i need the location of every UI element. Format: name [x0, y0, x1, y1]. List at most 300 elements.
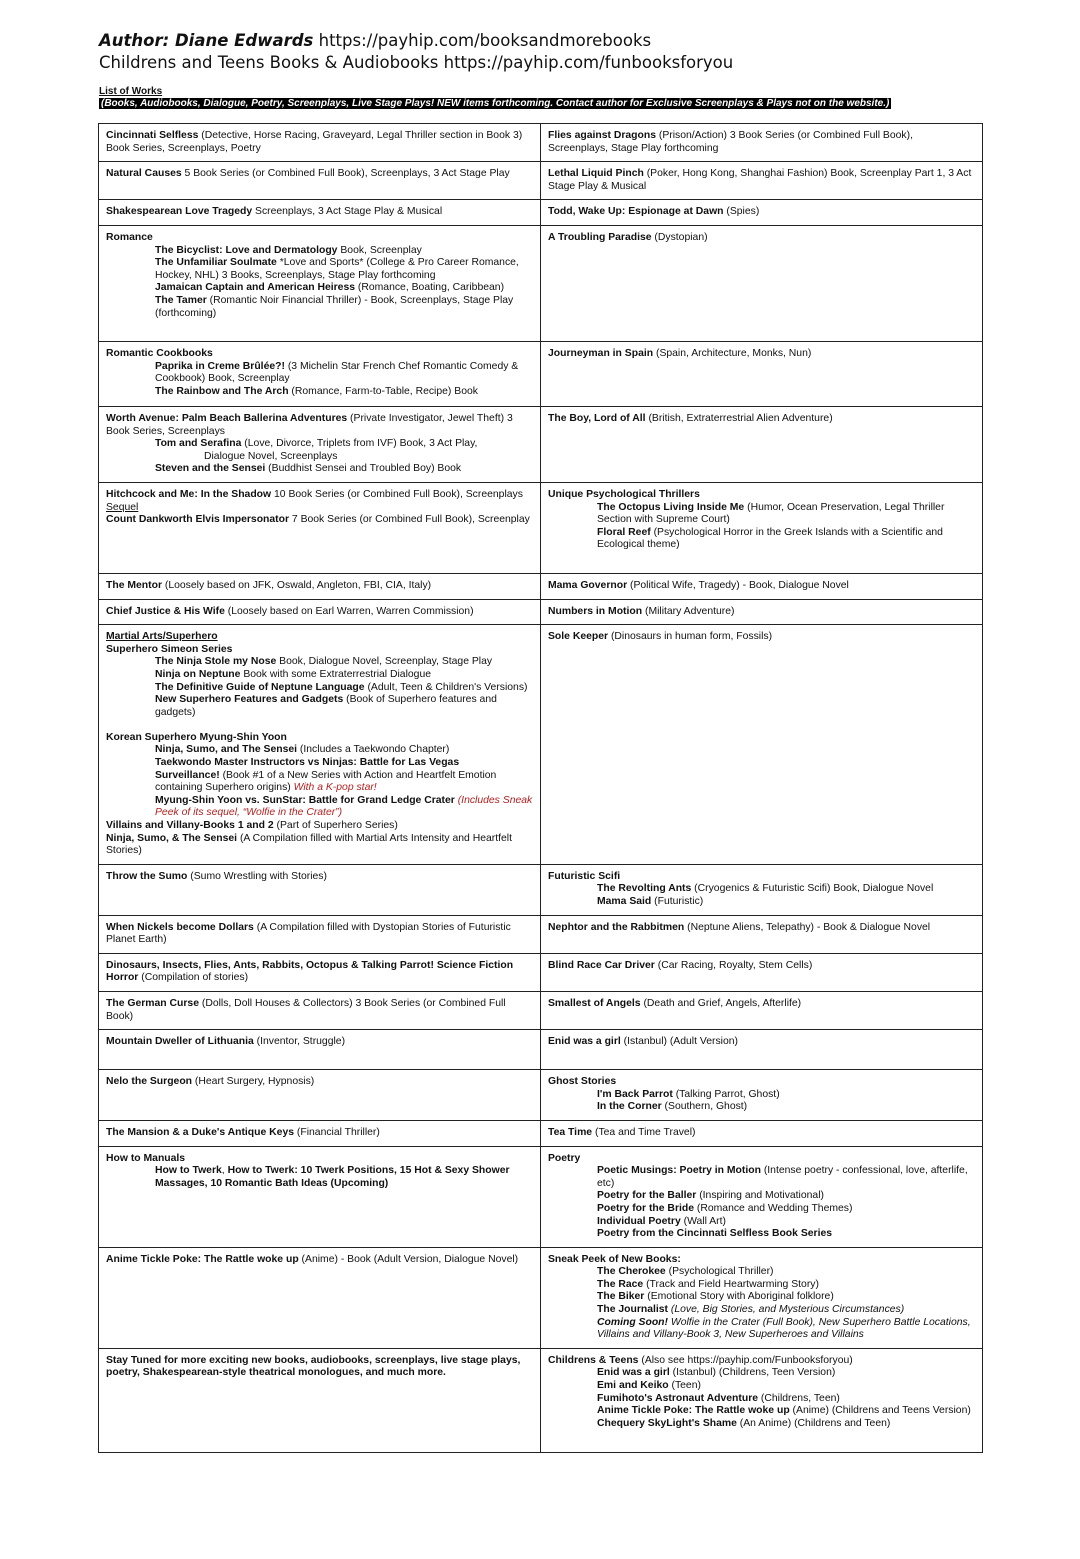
- works-cell-left: [99, 953, 541, 991]
- entry-line: [106, 960, 533, 985]
- entry-description: (Buddhist Sensei and Troubled Boy) Book: [265, 463, 462, 475]
- entry-description: (Romance and Wedding Themes): [694, 1202, 853, 1214]
- entry-description: (Psychological Horror in the Greek Islands with a Scientific and Ecological theme): [597, 526, 943, 551]
- entry-title: Anime Tickle Poke: The Rattle woke up: [597, 1405, 790, 1417]
- entry-line: [548, 1291, 975, 1304]
- entry-line: [106, 580, 533, 593]
- entry-line: [106, 1165, 533, 1190]
- entry-line: [548, 232, 975, 245]
- entry-title: How to Twerk: 10 Twerk Positions, 15 Hot & Sexy Shower Massages, 10 Romantic Bath Ideas (Upcoming): [155, 1165, 510, 1189]
- entry-description: (Political Wife, Tragedy) - Book, Dialogue Novel: [627, 579, 849, 591]
- entry-line: [548, 883, 975, 896]
- entry-description: Book with some Extraterrestrial Dialogue: [240, 668, 432, 680]
- entry-line: [106, 833, 533, 858]
- entry-line: [548, 1165, 975, 1190]
- works-row: [99, 225, 983, 341]
- entry-line: [548, 1355, 975, 1368]
- entry-title: The Mentor: [106, 579, 162, 591]
- entry-description: (Track and Field Heartwarming Story): [643, 1278, 819, 1290]
- works-row: [99, 991, 983, 1029]
- works-cell-right: [541, 1070, 983, 1121]
- works-cell-right: [541, 1120, 983, 1146]
- entry-title: A Troubling Paradise: [548, 231, 652, 243]
- entry-title: I'm Back Parrot: [597, 1088, 673, 1100]
- entry-line: [548, 1190, 975, 1203]
- entry-title: Floral Reef: [597, 526, 651, 538]
- works-cell-right: [541, 406, 983, 482]
- entry-line: [106, 744, 533, 757]
- entry-title: Enid was a girl: [548, 1036, 621, 1048]
- entry-description: (An Anime) (Childrens and Teen): [736, 1417, 891, 1429]
- works-cell-left: [99, 200, 541, 226]
- works-cell-left: [99, 124, 541, 162]
- entry-description: (Also see https://payhip.com/Funbooksforyou): [638, 1354, 853, 1366]
- entry-description: *Love and Sports* (College & Pro Career Romance, Hockey, NHL) 3 Books, Screenplays, Stage Play forthcoming: [155, 257, 519, 281]
- entry-description: (Childrens, Teen): [758, 1392, 840, 1404]
- works-cell-left: [99, 573, 541, 599]
- entry-title: Coming Soon!: [597, 1316, 668, 1328]
- entry-title: Romantic Cookbooks: [106, 347, 213, 359]
- entry-title: The German Curse: [106, 997, 199, 1009]
- entry-description: (Southern, Ghost): [661, 1101, 748, 1113]
- entry-line: [106, 669, 533, 682]
- entry-line: [548, 1405, 975, 1418]
- entry-title: The Cherokee: [597, 1266, 666, 1278]
- entry-line: [548, 922, 975, 935]
- entry-line: [106, 922, 533, 947]
- entry-line: [548, 871, 975, 884]
- works-cell-right: [541, 599, 983, 625]
- works-cell-right: [541, 953, 983, 991]
- works-row: [99, 864, 983, 915]
- entry-title: Tom and Serafina: [155, 438, 242, 450]
- entry-line: [106, 631, 533, 644]
- section-heading: Martial Arts/Superhero: [106, 631, 218, 643]
- works-cell-left: [99, 1120, 541, 1146]
- entry-line: [106, 451, 533, 464]
- works-cell-left: [99, 1146, 541, 1247]
- entry-line: [548, 631, 975, 644]
- works-cell-right: [541, 1247, 983, 1348]
- entry-description: (Cryogenics & Futuristic Scifi) Book, Dialogue Novel: [691, 883, 934, 895]
- entry-title: Hitchcock and Me: In the Shadow: [106, 488, 272, 500]
- entry-line: [548, 1279, 975, 1292]
- entry-description: (A Compilation filled with Martial Arts Intensity and Heartfelt Stories): [106, 832, 512, 857]
- entry-line: [548, 1393, 975, 1406]
- entry-title: Jamaican Captain and American Heiress: [155, 282, 356, 294]
- works-table-body: [99, 124, 983, 1453]
- entry-line: [548, 130, 975, 155]
- entry-description: (Tea and Time Travel): [592, 1126, 696, 1138]
- entry-title: How to Twerk: [155, 1165, 222, 1177]
- entry-description: Dialogue Novel, Screenplays: [204, 450, 338, 462]
- entry-description: (Futuristic): [651, 896, 704, 907]
- entry-description: (Book #1 of a New Series with Action and Heartfelt Emotion containing Superhero origins): [155, 769, 497, 794]
- works-cell-left: [99, 1247, 541, 1348]
- entry-title: How to Manuals: [106, 1152, 186, 1164]
- entry-description: ,: [221, 1165, 228, 1177]
- entry-title: Stay Tuned for more exciting new books, audiobooks, screenplays, live stage plays, poetry, Shakespearean-style theatrical monologues, and much more.: [106, 1354, 521, 1379]
- entry-description: (Love, Big Stories, and Mysterious Circumstances): [668, 1304, 905, 1316]
- entry-line: [106, 606, 533, 619]
- works-cell-left: [99, 625, 541, 865]
- entry-title: When Nickels become Dollars: [106, 921, 254, 933]
- entry-description: (Anime) (Childrens and Teens Version): [789, 1405, 971, 1417]
- entry-description: Book, Dialogue Novel, Screenplay, Stage Play: [276, 656, 493, 668]
- works-row: [99, 124, 983, 162]
- entry-line: [106, 820, 533, 833]
- entry-line: [106, 795, 533, 820]
- entry-title: Myung-Shin Yoon vs. SunStar: Battle for Grand Ledge Crater: [155, 794, 455, 806]
- entry-description: (Emotional Story with Aboriginal folklore): [644, 1291, 834, 1303]
- entry-line: [106, 206, 533, 219]
- entry-title: Surveillance!: [155, 769, 220, 781]
- entry-description: (Psychological Thriller): [665, 1266, 774, 1278]
- works-cell-right: [541, 225, 983, 341]
- entry-description: (Istanbul) (Childrens, Teen Version): [669, 1367, 836, 1379]
- entry-title: The Tamer: [155, 294, 207, 306]
- entry-line: [548, 1036, 975, 1049]
- entry-title: The Biker: [597, 1291, 645, 1303]
- works-table: [98, 123, 983, 1453]
- entry-title: Blind Race Car Driver: [548, 959, 655, 971]
- entry-line: [106, 438, 533, 451]
- entry-line: [106, 489, 533, 502]
- works-row: [99, 1348, 983, 1452]
- author-url[interactable]: https://payhip.com/booksandmorebooks: [318, 31, 652, 50]
- entry-title: The Octopus Living Inside Me: [597, 501, 745, 513]
- works-row: [99, 200, 983, 226]
- entry-line: [106, 348, 533, 361]
- entry-line: [548, 413, 975, 426]
- entry-line: [106, 682, 533, 695]
- entry-line: [106, 245, 533, 258]
- entry-title: The Unfamiliar Soulmate: [155, 257, 277, 269]
- entry-line: [106, 732, 533, 745]
- entry-description: (Compilation of stories): [138, 972, 249, 984]
- entry-title: The Race: [597, 1278, 644, 1290]
- entry-line: [548, 896, 975, 909]
- works-cell-right: [541, 482, 983, 573]
- entry-title: Tea Time: [548, 1126, 593, 1138]
- works-row: [99, 915, 983, 953]
- works-cell-right: [541, 162, 983, 200]
- author-line: [99, 30, 733, 52]
- entry-line: [548, 1153, 975, 1166]
- entry-description: (Spies): [723, 206, 760, 218]
- works-cell-left: [99, 991, 541, 1029]
- entry-description: (Loosely based on Earl Warren, Warren Commission): [224, 605, 474, 617]
- entry-title: The Definitive Guide of Neptune Language: [155, 681, 365, 693]
- entry-title: Natural Causes: [106, 168, 182, 180]
- entry-description: Wolfie in the Crater (Full Book), New Superhero Battle Locations, Villains and Villany-Book 3, New Superheroes and Villains: [597, 1316, 971, 1341]
- entry-line: [548, 1317, 975, 1342]
- list-of-works-label: List of Works: [99, 86, 163, 97]
- entry-line: [106, 130, 533, 155]
- entry-description: (Loosely based on JFK, Oswald, Angleton, FBI, CIA, Italy): [162, 579, 432, 591]
- entry-line: [548, 489, 975, 502]
- entry-line: [106, 644, 533, 657]
- entry-line: [548, 1101, 975, 1114]
- entry-line: [106, 463, 533, 476]
- works-cell-left: [99, 915, 541, 953]
- entry-description: (Romance, Farm-to-Table, Recipe) Book: [288, 385, 478, 397]
- works-row: [99, 1070, 983, 1121]
- entry-line: [548, 527, 975, 552]
- entry-title: Worth Avenue: Palm Beach Ballerina Adventures: [106, 412, 348, 424]
- entry-title: Childrens & Teens: [548, 1354, 639, 1366]
- entry-title: Todd, Wake Up: Espionage at Dawn: [548, 206, 724, 218]
- entry-description: (Car Racing, Royalty, Stem Cells): [654, 959, 813, 971]
- entry-line: [548, 1266, 975, 1279]
- entry-title: Paprika in Creme Brûlée?!: [155, 360, 285, 372]
- entry-line: [548, 168, 975, 193]
- entry-title: Sneak Peek of New Books:: [548, 1253, 681, 1265]
- works-cell-right: [541, 200, 983, 226]
- entry-title: Chequery SkyLight's Shame: [597, 1417, 737, 1429]
- entry-description: (Dinosaurs in human form, Fossils): [608, 631, 773, 643]
- entry-line: [548, 1367, 975, 1380]
- works-cell-left: [99, 599, 541, 625]
- works-row: [99, 482, 983, 573]
- entry-description: (Spain, Architecture, Monks, Nun): [653, 347, 812, 359]
- entry-title: Villains and Villany-Books 1 and 2: [106, 820, 274, 832]
- entry-title: Dinosaurs, Insects, Flies, Ants, Rabbits, Octopus & Talking Parrot! Science Fiction Horror: [106, 959, 514, 984]
- entry-line: [548, 1380, 975, 1393]
- entry-title: Numbers in Motion: [548, 605, 643, 617]
- entry-line: [548, 580, 975, 593]
- works-cell-left: [99, 1030, 541, 1070]
- works-cell-left: [99, 406, 541, 482]
- entry-title: The Revolting Ants: [597, 883, 692, 895]
- works-cell-right: [541, 124, 983, 162]
- entry-title: The Bicyclist: Love and Dermatology: [155, 244, 338, 256]
- entry-description: (Private Investigator, Jewel Theft) 3 Book Series, Screenplays: [106, 412, 513, 437]
- entry-description: 7 Book Series (or Combined Full Book), Screenplay: [289, 514, 530, 526]
- entry-description: (Adult, Teen & Children's Versions): [364, 681, 528, 693]
- entry-subheading: Sequel: [106, 501, 139, 513]
- entry-line: [106, 719, 533, 732]
- entry-line: [106, 1355, 533, 1380]
- entry-title: The Journalist: [597, 1304, 669, 1316]
- entry-title: Poetic Musings: Poetry in Motion: [597, 1165, 761, 1177]
- entry-line: [548, 348, 975, 361]
- entry-title: Poetry from the Cincinnati Selfless Book Series: [597, 1228, 833, 1240]
- works-row: [99, 1146, 983, 1247]
- entry-line: [106, 757, 533, 770]
- document-header: [99, 30, 733, 74]
- entry-title: Mama Governor: [548, 579, 628, 591]
- entry-description: (Neptune Aliens, Telepathy) - Book & Dialogue Novel: [684, 921, 931, 933]
- entry-description: (Includes a Taekwondo Chapter): [297, 744, 450, 756]
- entry-line: [106, 257, 533, 282]
- entry-description: (Dystopian): [651, 231, 708, 243]
- works-cell-right: [541, 1146, 983, 1247]
- entry-description: (Military Adventure): [642, 605, 735, 617]
- entry-title: The Ninja Stole my Nose: [155, 656, 277, 668]
- entry-description: (Book of Superhero features and gadgets): [155, 694, 497, 718]
- entry-line: [106, 232, 533, 245]
- works-row: [99, 162, 983, 200]
- entry-title: Ghost Stories: [548, 1076, 617, 1088]
- entry-title: Mountain Dweller of Lithuania: [106, 1036, 254, 1048]
- entry-description: Book, Screenplay: [337, 244, 422, 256]
- works-cell-left: [99, 864, 541, 915]
- entry-description: (Death and Grief, Angels, Afterlife): [640, 997, 802, 1009]
- entry-title: Enid was a girl: [597, 1367, 670, 1379]
- entry-title: Ninja, Sumo, and The Sensei: [155, 744, 298, 756]
- entry-title: Flies against Dragons: [548, 130, 656, 141]
- works-row: [99, 953, 983, 991]
- works-cell-left: [99, 1070, 541, 1121]
- entry-title: Superhero Simeon Series: [106, 643, 233, 655]
- entry-title: The Boy, Lord of All: [548, 412, 646, 424]
- entry-description: (Dolls, Doll Houses & Collectors) 3 Book Series (or Combined Full Book): [106, 997, 506, 1022]
- entry-title: Fumihoto's Astronaut Adventure: [597, 1392, 759, 1404]
- entry-title: Poetry for the Bride: [597, 1202, 694, 1214]
- entry-title: Poetry: [548, 1152, 581, 1164]
- entry-line: [106, 168, 533, 181]
- entry-title: Ninja on Neptune: [155, 668, 241, 680]
- entry-line: [548, 1418, 975, 1431]
- entry-title: Steven and the Sensei: [155, 463, 266, 475]
- works-banner: (Books, Audiobooks, Dialogue, Poetry, Screenplays, Live Stage Plays! NEW items forthcoming. Contact author for Exclusive Screenplays & Plays not on the website.): [101, 98, 890, 109]
- entry-line: [548, 1216, 975, 1229]
- entry-description: (Wall Art): [680, 1215, 726, 1227]
- entry-title: Emi and Keiko: [597, 1380, 669, 1392]
- entry-title: Romance: [106, 231, 153, 243]
- entry-line: [106, 770, 533, 795]
- entry-title: Lethal Liquid Pinch: [548, 168, 644, 180]
- entry-description: (3 Michelin Star French Chef Romantic Comedy & Cookbook) Book, Screenplay: [155, 360, 519, 385]
- works-cell-right: [541, 864, 983, 915]
- entry-line: [548, 1228, 975, 1241]
- entry-line: [548, 1127, 975, 1140]
- entry-title: Nephtor and the Rabbitmen: [548, 921, 685, 933]
- entry-title: Anime Tickle Poke: The Rattle woke up: [106, 1253, 299, 1265]
- entry-title: The Rainbow and The Arch: [155, 385, 289, 397]
- works-row: [99, 341, 983, 406]
- entry-line: [548, 206, 975, 219]
- entry-description: (Detective, Horse Racing, Graveyard, Legal Thriller section in Book 3) Book Series, Screenplays, Poetry: [106, 130, 523, 154]
- works-row: [99, 1247, 983, 1348]
- entry-line: [106, 998, 533, 1023]
- entry-line: [548, 998, 975, 1011]
- entry-line: [106, 502, 533, 515]
- entry-title: Shakespearean Love Tragedy: [106, 206, 253, 218]
- entry-title: Count Dankworth Elvis Impersonator: [106, 514, 290, 526]
- entry-line: [548, 502, 975, 527]
- entry-description: (A Compilation filled with Dystopian Stories of Futuristic Planet Earth): [106, 921, 511, 946]
- entry-title: Journeyman in Spain: [548, 347, 654, 359]
- entry-title: Futuristic Scifi: [548, 870, 621, 882]
- entry-line: [548, 606, 975, 619]
- entry-description: (Istanbul) (Adult Version): [620, 1036, 738, 1048]
- works-cell-left: [99, 225, 541, 341]
- works-cell-right: [541, 573, 983, 599]
- entry-highlight: With a K-pop star!: [293, 782, 377, 794]
- entry-line: [106, 514, 533, 527]
- entry-line: [106, 694, 533, 719]
- entry-line: [106, 1076, 533, 1089]
- entry-description: (Romance, Boating, Caribbean): [355, 282, 505, 294]
- entry-title: Poetry for the Baller: [597, 1190, 697, 1202]
- entry-description: (Poker, Hong Kong, Shanghai Fashion) Book, Screenplay Part 1, 3 Act Stage Play & Musical: [548, 168, 972, 192]
- entry-highlight: (Includes Sneak Peek of its sequel, “Wolfie in the Crater”): [155, 794, 533, 819]
- entry-description: (Inspiring and Motivational): [696, 1190, 824, 1202]
- entry-title: Cincinnati Selfless: [106, 130, 199, 141]
- entry-line: [548, 1076, 975, 1089]
- entry-line: [106, 1254, 533, 1267]
- entry-line: [548, 1089, 975, 1102]
- entry-line: [548, 1254, 975, 1267]
- entry-title: Nelo the Surgeon: [106, 1076, 193, 1088]
- works-cell-right: [541, 625, 983, 865]
- entry-line: [106, 1036, 533, 1049]
- entry-description: (Teen): [668, 1380, 701, 1392]
- entry-line: [106, 871, 533, 884]
- entry-title: Sole Keeper: [548, 631, 609, 643]
- works-row: [99, 1120, 983, 1146]
- entry-description: (Talking Parrot, Ghost): [672, 1088, 780, 1100]
- entry-title: Smallest of Angels: [548, 997, 641, 1009]
- works-row: [99, 599, 983, 625]
- works-cell-right: [541, 1348, 983, 1452]
- works-cell-right: [541, 341, 983, 406]
- works-row: [99, 573, 983, 599]
- entry-description: 5 Book Series (or Combined Full Book), Screenplays, 3 Act Stage Play: [181, 168, 510, 180]
- entry-line: [106, 295, 533, 320]
- works-row: [99, 625, 983, 865]
- entry-description: Screenplays, 3 Act Stage Play & Musical: [252, 206, 443, 218]
- entry-description: (Inventor, Struggle): [253, 1036, 346, 1048]
- entry-line: [106, 1153, 533, 1166]
- entry-title: Throw the Sumo: [106, 870, 188, 882]
- entry-description: (Part of Superhero Series): [273, 820, 398, 832]
- works-row: [99, 1030, 983, 1070]
- entry-title: Unique Psychological Thrillers: [548, 488, 700, 500]
- entry-title: The Mansion & a Duke's Antique Keys: [106, 1126, 295, 1138]
- entry-description: (Heart Surgery, Hypnosis): [192, 1076, 315, 1088]
- entry-description: (Financial Thriller): [294, 1126, 380, 1138]
- entry-line: [106, 413, 533, 438]
- entry-line: [548, 1203, 975, 1216]
- entry-description: (Sumo Wrestling with Stories): [187, 870, 327, 882]
- entry-title: Individual Poetry: [597, 1215, 681, 1227]
- works-cell-right: [541, 1030, 983, 1070]
- works-cell-left: [99, 341, 541, 406]
- entry-description: (British, Extraterrestrial Alien Adventure): [645, 412, 833, 424]
- childrens-line: Childrens and Teens Books & Audiobooks https://payhip.com/funbooksforyou: [99, 53, 734, 72]
- entry-description: (Love, Divorce, Triplets from IVF) Book, 3 Act Play,: [241, 438, 478, 450]
- entry-line: [106, 656, 533, 669]
- works-cell-left: [99, 1348, 541, 1452]
- entry-title: Taekwondo Master Instructors vs Ninjas: Battle for Las Vegas: [155, 757, 460, 769]
- works-cell-left: [99, 162, 541, 200]
- entry-title: New Superhero Features and Gadgets: [155, 694, 344, 706]
- list-header: [99, 86, 891, 109]
- entry-line: [548, 960, 975, 973]
- entry-line: [548, 1304, 975, 1317]
- entry-line: [106, 361, 533, 386]
- entry-description: (Intense poetry - confessional, love, afterlife, etc): [597, 1165, 968, 1189]
- works-row: [99, 406, 983, 482]
- works-cell-left: [99, 482, 541, 573]
- entry-description: (Prison/Action) 3 Book Series (or Combined Full Book), Screenplays, Stage Play forthcoming: [548, 130, 913, 154]
- entry-title: Ninja, Sumo, & The Sensei: [106, 832, 238, 844]
- entry-title: Chief Justice & His Wife: [106, 605, 225, 617]
- entry-description: 10 Book Series (or Combined Full Book), Screenplays: [271, 488, 523, 500]
